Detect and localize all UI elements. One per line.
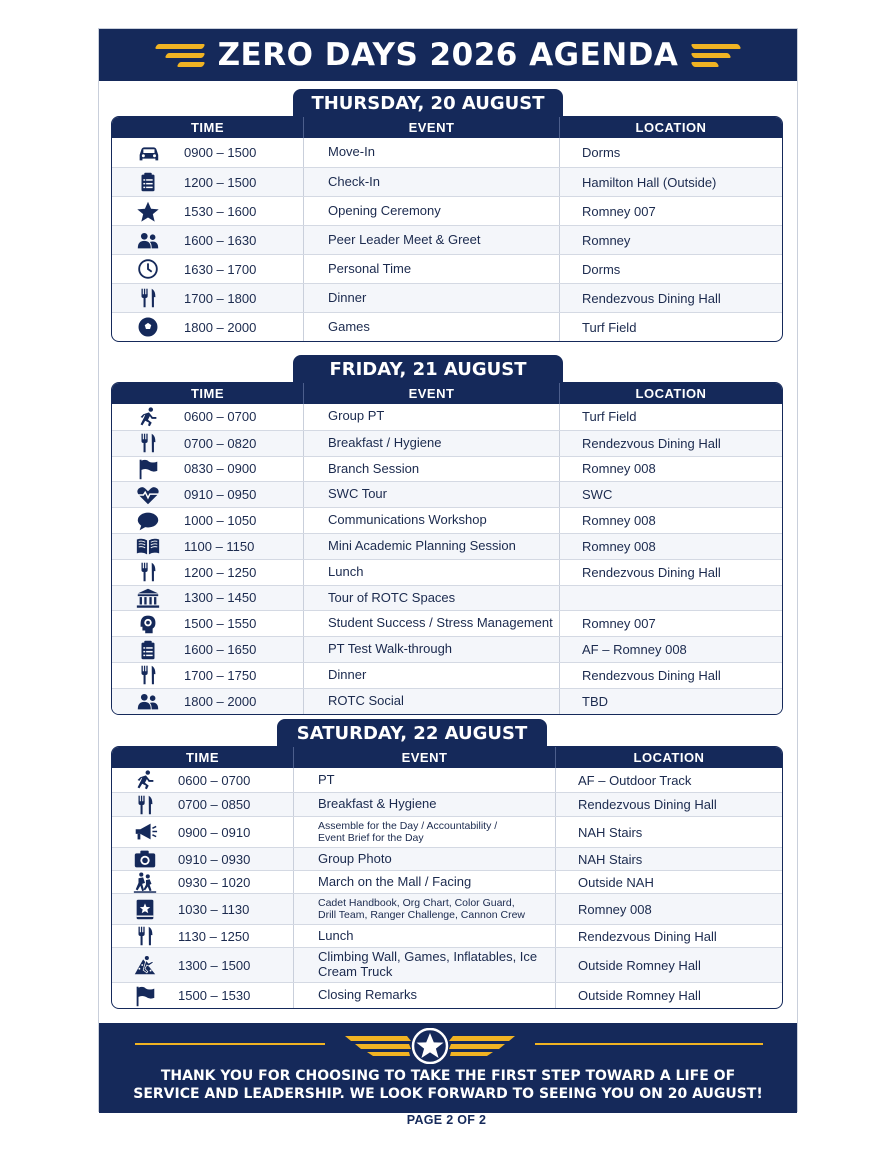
table-row — [112, 254, 782, 283]
utensils-icon — [135, 663, 161, 687]
clipboard-icon — [135, 170, 161, 194]
row-location: Outside Romney Hall — [578, 957, 701, 973]
row-location: Hamilton Hall (Outside) — [582, 174, 717, 190]
row-time: 1600 – 1650 — [184, 637, 304, 662]
footer-line-2: SERVICE AND LEADERSHIP. WE LOOK FORWARD TO SEEING YOU ON 20 AUGUST! — [133, 1086, 763, 1102]
row-time: 1200 – 1500 — [184, 168, 304, 196]
footer-line-1: THANK YOU FOR CHOOSING TO TAKE THE FIRST STEP TOWARD A LIFE OF — [160, 1068, 736, 1084]
day-title: SATURDAY, 22 AUGUST — [277, 719, 547, 747]
row-time: 1030 – 1130 — [178, 894, 294, 924]
table-body — [112, 138, 782, 341]
car-icon — [135, 141, 161, 165]
row-time: 1300 – 1500 — [178, 948, 294, 982]
row-icon-cell — [112, 689, 184, 714]
row-time: 1700 – 1800 — [184, 284, 304, 312]
table-row — [112, 792, 782, 816]
row-location: Rendezvous Dining Hall — [582, 290, 721, 306]
header-event: EVENT — [304, 383, 560, 404]
utensils-icon — [132, 793, 158, 817]
header-event: EVENT — [294, 747, 556, 768]
row-location: Romney 008 — [582, 538, 656, 554]
row-time: 1000 – 1050 — [184, 508, 304, 533]
utensils-icon — [135, 560, 161, 584]
row-event: Dinner — [304, 284, 560, 312]
row-event: Assemble for the Day / Accountability / Event Brief for the Day — [294, 817, 556, 847]
row-location: Rendezvous Dining Hall — [578, 797, 717, 812]
row-location: Rendezvous Dining Hall — [582, 435, 721, 451]
row-location: AF – Romney 008 — [582, 642, 687, 658]
row-location: TBD — [582, 693, 608, 709]
row-icon-cell — [112, 817, 178, 847]
day-title: FRIDAY, 21 AUGUST — [293, 355, 563, 383]
clock-icon — [135, 257, 161, 281]
row-event: Branch Session — [304, 457, 560, 482]
table-row — [112, 636, 782, 662]
row-event: Dinner — [304, 663, 560, 688]
table-row — [112, 847, 782, 870]
row-time: 1130 – 1250 — [178, 925, 294, 947]
row-time: 1200 – 1250 — [184, 560, 304, 585]
footer-message — [99, 1067, 797, 1103]
climbing-icon — [132, 953, 158, 977]
title-banner — [99, 29, 797, 81]
row-location: Turf Field — [582, 409, 637, 425]
runner-icon — [135, 405, 161, 429]
row-location: NAH Stairs — [578, 851, 643, 867]
row-event: Closing Remarks — [294, 983, 556, 1008]
row-time: 1800 – 2000 — [184, 689, 304, 714]
row-icon-cell — [112, 404, 184, 430]
utensils-icon — [135, 431, 161, 455]
row-location: Romney 008 — [582, 513, 656, 529]
star-wings-icon — [345, 1028, 515, 1064]
megaphone-icon — [132, 820, 158, 844]
row-icon-cell — [112, 768, 178, 792]
people-icon — [135, 689, 161, 713]
row-location: Dorms — [582, 261, 621, 277]
row-icon-cell — [112, 637, 184, 662]
footer-banner — [99, 1023, 797, 1113]
row-icon-cell — [112, 457, 184, 482]
row-icon-cell — [112, 983, 178, 1008]
agenda-table — [111, 116, 783, 342]
header-location: LOCATION — [633, 750, 705, 765]
row-time: 0830 – 0900 — [184, 457, 304, 482]
row-location: AF – Outdoor Track — [578, 772, 692, 788]
row-icon-cell — [112, 168, 184, 196]
utensils-icon — [135, 286, 161, 310]
row-location: Rendezvous Dining Hall — [578, 928, 717, 944]
row-time: 0900 – 0910 — [178, 817, 294, 847]
table-row — [112, 585, 782, 611]
row-icon-cell — [112, 871, 178, 893]
table-row — [112, 816, 782, 847]
footer-right-rule — [535, 1043, 763, 1045]
wings-left-icon — [154, 44, 204, 67]
row-time: 0600 – 0700 — [184, 404, 304, 430]
row-event: Student Success / Stress Management — [304, 611, 560, 636]
clipboard-icon — [135, 638, 161, 662]
row-time: 1800 – 2000 — [184, 313, 304, 341]
row-event: Lunch — [304, 560, 560, 585]
page-title: ZERO DAYS 2026 AGENDA — [217, 37, 679, 73]
row-icon-cell — [112, 663, 184, 688]
row-time: 1100 – 1150 — [184, 534, 304, 559]
table-row — [112, 924, 782, 947]
row-icon-cell — [112, 508, 184, 533]
header-time: TIME — [112, 383, 304, 404]
row-location: Outside NAH — [578, 874, 654, 890]
marching-icon — [132, 870, 158, 894]
row-icon-cell — [112, 313, 184, 341]
head-brain-icon — [135, 612, 161, 636]
building-icon — [135, 586, 161, 610]
row-event: Breakfast / Hygiene — [304, 431, 560, 456]
table-row — [112, 196, 782, 225]
table-row — [112, 312, 782, 341]
row-location: Turf Field — [582, 319, 637, 335]
row-event: Peer Leader Meet & Greet — [304, 226, 560, 254]
row-location — [560, 586, 782, 611]
row-location: Rendezvous Dining Hall — [582, 564, 721, 580]
row-event: Communications Workshop — [304, 508, 560, 533]
row-icon-cell — [112, 284, 184, 312]
footer-left-rule — [135, 1043, 325, 1045]
row-icon-cell — [112, 226, 184, 254]
row-event: Opening Ceremony — [304, 197, 560, 225]
people-icon — [135, 228, 161, 252]
header-time: TIME — [112, 747, 294, 768]
row-event: Games — [304, 313, 560, 341]
row-event: Cadet Handbook, Org Chart, Color Guard, Drill Team, Ranger Challenge, Cannon Crew — [294, 894, 556, 924]
table-row — [112, 167, 782, 196]
row-time: 0700 – 0850 — [178, 793, 294, 816]
agenda-sheet — [98, 28, 798, 1112]
row-icon-cell — [112, 586, 184, 611]
handbook-icon — [132, 897, 158, 921]
row-location: NAH Stairs — [578, 824, 643, 840]
row-event: Climbing Wall, Games, Inflatables, Ice Cream Truck — [294, 948, 556, 982]
row-event: SWC Tour — [304, 482, 560, 507]
row-icon-cell — [112, 925, 178, 947]
row-event: Group Photo — [294, 848, 556, 870]
runner-icon — [132, 768, 158, 792]
row-location: Romney 008 — [578, 901, 652, 917]
row-location: Outside Romney Hall — [578, 988, 701, 1003]
row-icon-cell — [112, 611, 184, 636]
table-header — [112, 117, 782, 138]
row-icon-cell — [112, 138, 184, 167]
row-location: Romney — [582, 232, 631, 248]
table-row — [112, 982, 782, 1008]
row-event: ROTC Social — [304, 689, 560, 714]
row-event: Lunch — [294, 925, 556, 947]
row-icon-cell — [112, 197, 184, 225]
table-row — [112, 283, 782, 312]
row-location: Rendezvous Dining Hall — [582, 667, 721, 683]
row-time: 1300 – 1450 — [184, 586, 304, 611]
row-location: SWC — [582, 487, 613, 503]
row-time: 1500 – 1550 — [184, 611, 304, 636]
flag-icon — [132, 984, 158, 1008]
table-body — [112, 404, 782, 714]
table-row — [112, 430, 782, 456]
row-icon-cell — [112, 560, 184, 585]
row-time: 1600 – 1630 — [184, 226, 304, 254]
row-event: Move-In — [304, 138, 560, 167]
book-icon — [135, 534, 161, 558]
row-location: Dorms — [582, 145, 621, 160]
row-icon-cell — [112, 431, 184, 456]
flag-icon — [135, 457, 161, 481]
row-time: 0700 – 0820 — [184, 431, 304, 456]
table-row — [112, 225, 782, 254]
row-time: 0600 – 0700 — [178, 768, 294, 792]
day-title: THURSDAY, 20 AUGUST — [293, 89, 563, 117]
camera-icon — [132, 847, 158, 871]
row-event: Check-In — [304, 168, 560, 196]
row-event: March on the Mall / Facing — [294, 871, 556, 893]
row-icon-cell — [112, 848, 178, 870]
row-location: Romney 008 — [582, 461, 656, 477]
table-header — [112, 747, 782, 768]
table-row — [112, 662, 782, 688]
row-location: Romney 007 — [582, 616, 656, 632]
table-row — [112, 610, 782, 636]
header-location: LOCATION — [635, 120, 707, 135]
row-time: 1700 – 1750 — [184, 663, 304, 688]
utensils-icon — [132, 924, 158, 948]
table-header — [112, 383, 782, 404]
row-time: 0910 – 0950 — [184, 482, 304, 507]
header-location: LOCATION — [635, 386, 707, 401]
header-time: TIME — [112, 117, 304, 138]
table-row — [112, 947, 782, 982]
agenda-table — [111, 382, 783, 715]
row-time: 1530 – 1600 — [184, 197, 304, 225]
table-row — [112, 507, 782, 533]
row-event: Tour of ROTC Spaces — [304, 586, 560, 611]
row-time: 1500 – 1530 — [178, 983, 294, 1008]
table-row — [112, 688, 782, 714]
star-icon — [135, 199, 161, 223]
table-row — [112, 893, 782, 924]
header-event: EVENT — [304, 117, 560, 138]
speech-bubble-icon — [135, 509, 161, 533]
row-event: Breakfast & Hygiene — [294, 793, 556, 816]
row-time: 0930 – 1020 — [178, 871, 294, 893]
table-row — [112, 533, 782, 559]
table-row — [112, 768, 782, 792]
page-number: PAGE 2 OF 2 — [406, 1113, 487, 1127]
row-time: 0900 – 1500 — [184, 138, 304, 167]
row-icon-cell — [112, 948, 178, 982]
row-icon-cell — [112, 894, 178, 924]
row-icon-cell — [112, 482, 184, 507]
row-event: Personal Time — [304, 255, 560, 283]
table-row — [112, 559, 782, 585]
row-location: Romney 007 — [582, 203, 656, 219]
wings-right-icon — [692, 44, 742, 67]
table-row — [112, 138, 782, 167]
soccer-ball-icon — [135, 315, 161, 339]
table-row — [112, 481, 782, 507]
row-icon-cell — [112, 534, 184, 559]
row-event: PT — [294, 768, 556, 792]
table-row — [112, 870, 782, 893]
row-icon-cell — [112, 793, 178, 816]
heart-pulse-icon — [135, 483, 161, 507]
row-icon-cell — [112, 255, 184, 283]
row-time: 0910 – 0930 — [178, 848, 294, 870]
table-body — [112, 768, 782, 1008]
row-event: PT Test Walk-through — [304, 637, 560, 662]
table-row — [112, 456, 782, 482]
row-time: 1630 – 1700 — [184, 255, 304, 283]
agenda-table — [111, 746, 783, 1009]
row-event: Group PT — [304, 404, 560, 430]
row-event: Mini Academic Planning Session — [304, 534, 560, 559]
table-row — [112, 404, 782, 430]
